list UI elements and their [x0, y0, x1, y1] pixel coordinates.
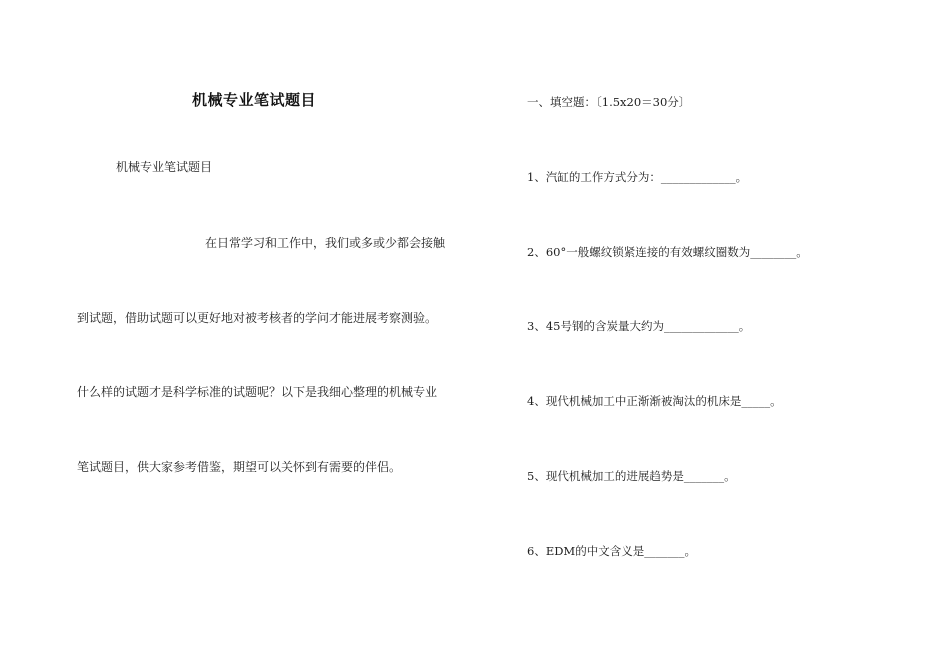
question-2: 2、60°一般螺纹锁紧连接的有效螺纹圈数为________。: [527, 245, 808, 259]
paragraph-line-2: 到试题，借助试题可以更好地对被考核者的学问才能进展考察测验。: [77, 311, 438, 325]
question-3: 3、45号钢的含炭量大约为_____________。: [527, 319, 751, 333]
question-4: 4、现代机械加工中正渐渐被淘汰的机床是_____。: [527, 394, 782, 408]
page-title: 机械专业笔试题目: [192, 91, 317, 109]
paragraph-line-3: 什么样的试题才是科学标准的试题呢？以下是我细心整理的机械专业: [77, 385, 438, 399]
section-heading: 一、填空题：〔1.5x20＝30分〕: [527, 95, 691, 109]
paragraph-line-4: 笔试题目，供大家参考借鉴，期望可以关怀到有需要的伴侣。: [77, 460, 402, 474]
question-6: 6、EDM的中文含义是_______。: [527, 544, 696, 558]
paragraph-line-1: 在日常学习和工作中，我们或多或少都会接触: [205, 236, 446, 250]
question-1: 1、汽缸的工作方式分为：_____________。: [527, 170, 748, 184]
question-5: 5、现代机械加工的进展趋势是_______。: [527, 469, 736, 483]
subtitle: 机械专业笔试题目: [116, 160, 213, 174]
